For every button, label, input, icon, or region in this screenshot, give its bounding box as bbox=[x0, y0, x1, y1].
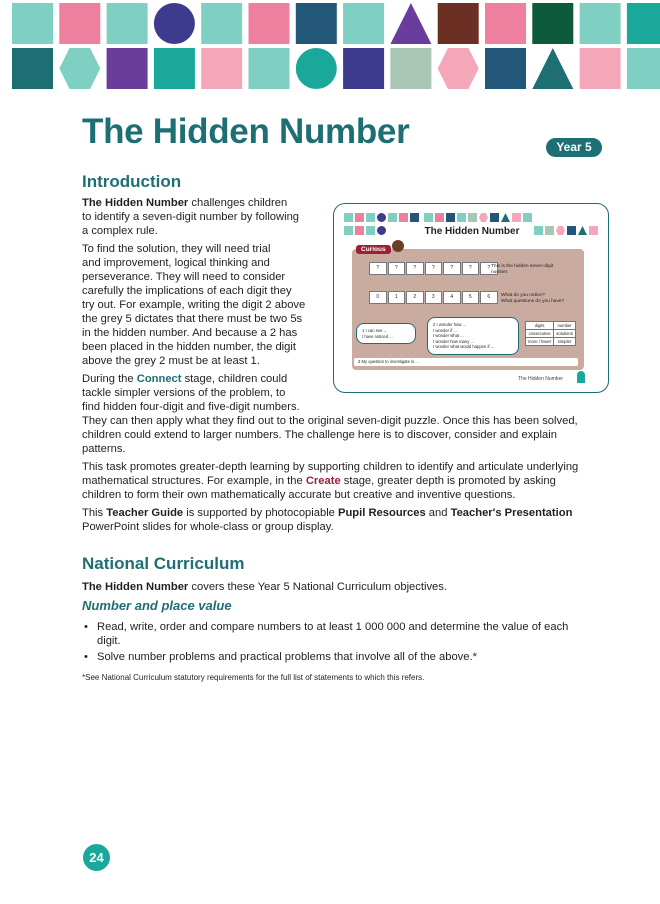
text-line: I have noticed ... bbox=[362, 333, 393, 339]
word-cell: solutions bbox=[554, 330, 576, 338]
text-line: This bbox=[82, 507, 107, 519]
banner-square bbox=[532, 3, 573, 44]
text-line: carefully the implications of each digit they bbox=[82, 285, 292, 297]
banner-square bbox=[296, 3, 337, 44]
intro-paragraph-5 bbox=[82, 506, 622, 534]
banner-square bbox=[366, 226, 375, 235]
pupil-resources-ref: Pupil Resources bbox=[338, 507, 426, 519]
text-line: to identify a seven-digit number by following bbox=[82, 211, 300, 223]
word-cell: digits bbox=[526, 322, 554, 330]
text-line: children could extend to larger numbers. The challenge here is to discover, consider and explain bbox=[82, 429, 557, 441]
thumbnail-footer: The Hidden Number bbox=[518, 376, 564, 382]
digit-cell: 1 bbox=[388, 291, 406, 304]
footnote: *See National Curriculum statutory requirements for the full list of statements to which this refers. bbox=[82, 673, 425, 682]
banner-square bbox=[438, 3, 479, 44]
teacher-guide-ref: Teacher Guide bbox=[106, 507, 184, 519]
intro-paragraph-2 bbox=[82, 242, 327, 368]
banner-square bbox=[154, 48, 195, 89]
banner-square bbox=[390, 48, 431, 89]
text-line: in the hidden number. And because a 2 has bbox=[82, 327, 298, 339]
banner-triangle bbox=[532, 48, 573, 89]
word-cell: consecutive bbox=[526, 330, 554, 338]
text-line: the grey 5 dictates that there must be two 5s bbox=[82, 313, 303, 325]
banner-square bbox=[399, 213, 408, 222]
banner-square bbox=[344, 213, 353, 222]
text-line: challenges children bbox=[188, 197, 288, 209]
text-line: stage, greater depth is promoted by asking bbox=[340, 475, 556, 487]
banner-square bbox=[627, 3, 660, 44]
banner-square bbox=[589, 226, 598, 235]
digit-cell: ? bbox=[369, 262, 387, 275]
text-line: What do you notice? bbox=[501, 293, 545, 298]
banner-square bbox=[344, 226, 353, 235]
bookmark-icon bbox=[577, 371, 585, 383]
banner-shapes-top bbox=[0, 2, 660, 46]
child-avatar-icon bbox=[392, 240, 404, 252]
title-reference: The Hidden Number bbox=[82, 197, 189, 209]
banner-row-2 bbox=[0, 47, 660, 91]
speech-bubble-1 bbox=[356, 323, 416, 344]
connect-stage: Connect bbox=[136, 373, 182, 385]
text-line: tackle simpler versions of the problem, to bbox=[82, 387, 286, 399]
banner-square bbox=[355, 213, 364, 222]
text-line: I wonder what ... bbox=[433, 333, 464, 338]
banner-square bbox=[59, 3, 100, 44]
digit-cell: ? bbox=[443, 262, 461, 275]
banner-square bbox=[249, 3, 290, 44]
text-line: 2 I wonder how ... bbox=[433, 322, 467, 327]
banner-square bbox=[410, 213, 419, 222]
banner-square bbox=[249, 48, 290, 89]
page-title: The Hidden Number bbox=[82, 112, 410, 151]
banner-circle bbox=[377, 213, 386, 222]
banner-square bbox=[567, 226, 576, 235]
text-line: children to form their own mathematically accurate but creative and inventive questions. bbox=[82, 489, 516, 501]
banner-square bbox=[107, 3, 148, 44]
objective-item: • Read, write, order and compare numbers to at least 1 000 000 and determine the value of each digit. bbox=[82, 620, 592, 648]
text-line: I wonder what would happen if ... bbox=[433, 344, 495, 349]
text-line: I wonder if ... bbox=[433, 327, 457, 333]
digit-row bbox=[369, 291, 499, 304]
text-line: and improvement, logical thinking and bbox=[82, 257, 270, 269]
banner-square bbox=[355, 226, 364, 235]
banner-square bbox=[12, 3, 53, 44]
banner-row-1 bbox=[0, 2, 660, 46]
text-line: During the bbox=[82, 373, 137, 385]
year-badge: Year 5 bbox=[546, 138, 602, 157]
banner-square bbox=[424, 213, 433, 222]
text-line: To find the solution, they will need trial bbox=[82, 243, 271, 255]
hidden-number-row bbox=[369, 262, 499, 275]
banner-square bbox=[490, 213, 499, 222]
text-line: try out. For example, writing the digit 2 above bbox=[82, 299, 306, 311]
digit-cell: ? bbox=[425, 262, 443, 275]
banner-square bbox=[12, 48, 53, 89]
objective-list bbox=[82, 620, 592, 666]
word-cell: number bbox=[554, 322, 576, 330]
digit-cell: 2 bbox=[406, 291, 424, 304]
text-line: What questions do you have? bbox=[501, 299, 565, 304]
digit-cell: ? bbox=[406, 262, 424, 275]
word-cell: more / fewer bbox=[526, 338, 554, 346]
text-line: They can then apply what they find out to the original seven-digit puzzle. Once this has been solved, bbox=[82, 415, 578, 427]
question-note bbox=[501, 293, 564, 305]
banner-square bbox=[627, 48, 660, 89]
intro-paragraph-4 bbox=[82, 460, 622, 502]
text-line: 1 I can see ... bbox=[362, 328, 388, 333]
title-reference: The Hidden Number bbox=[82, 581, 189, 593]
create-stage: Create bbox=[305, 475, 341, 487]
speech-bubble-2 bbox=[427, 317, 519, 355]
text-line: stage, children could bbox=[181, 373, 288, 385]
text-line: above the grey 2 must be at least 1. bbox=[82, 355, 260, 367]
curriculum-heading: National Curriculum bbox=[82, 554, 245, 573]
text-line: find hidden four-digit and five-digit numbers. bbox=[82, 401, 300, 413]
text-line: perseverance. They will need to consider bbox=[82, 271, 286, 283]
text-line: covers these Year 5 National Curriculum objectives. bbox=[188, 581, 447, 593]
banner-circle bbox=[377, 226, 386, 235]
text-line: been placed in the hidden number, the digit bbox=[82, 341, 296, 353]
banner-square bbox=[468, 213, 477, 222]
digit-cell: ? bbox=[388, 262, 406, 275]
banner-square bbox=[343, 48, 384, 89]
text-line: number. bbox=[491, 270, 509, 275]
text-line: This is the hidden seven-digit bbox=[491, 264, 554, 269]
banner-square bbox=[366, 213, 375, 222]
hidden-number-note bbox=[491, 264, 553, 276]
banner-square bbox=[580, 3, 621, 44]
banner-square bbox=[343, 3, 384, 44]
banner-square bbox=[485, 48, 526, 89]
banner-square bbox=[485, 3, 526, 44]
banner-square bbox=[107, 48, 148, 89]
text-line: I wonder how many ... bbox=[433, 338, 474, 344]
banner-square bbox=[201, 48, 242, 89]
teacher-presentation-ref: Teacher's Presentation bbox=[450, 507, 573, 519]
introduction-heading: Introduction bbox=[82, 172, 182, 191]
banner-circle bbox=[154, 3, 195, 44]
word-bank-table bbox=[525, 321, 576, 346]
banner-triangle bbox=[578, 226, 587, 235]
word-cell: simpler bbox=[554, 338, 576, 346]
text-line: patterns. bbox=[82, 443, 126, 455]
digit-cell: 6 bbox=[480, 291, 498, 304]
banner-square bbox=[457, 213, 466, 222]
curious-tag: Curious bbox=[356, 245, 391, 254]
digit-cell: 3 bbox=[425, 291, 443, 304]
digit-cell: 5 bbox=[462, 291, 480, 304]
text-line: is supported by photocopiable bbox=[183, 507, 339, 519]
banner-square bbox=[523, 213, 532, 222]
banner-shapes-bottom bbox=[0, 47, 660, 91]
intro-paragraph-1 bbox=[82, 196, 327, 238]
banner-square bbox=[512, 213, 521, 222]
page-number: 24 bbox=[83, 844, 110, 871]
banner-hexagon bbox=[59, 48, 100, 89]
banner-hexagon bbox=[479, 213, 488, 222]
banner-square bbox=[545, 226, 554, 235]
digit-cell: ? bbox=[480, 262, 498, 275]
digit-cell: 0 bbox=[369, 291, 387, 304]
banner-square bbox=[534, 226, 543, 235]
banner-square bbox=[201, 3, 242, 44]
banner-triangle bbox=[390, 3, 431, 44]
digit-cell: 4 bbox=[443, 291, 461, 304]
text-line: mathematical structures. For example, in the bbox=[82, 475, 306, 487]
banner-square bbox=[388, 213, 397, 222]
text-line: This task promotes greater-depth learning by supporting children to identify and articulate underlying bbox=[82, 461, 579, 473]
banner-square bbox=[435, 213, 444, 222]
text-line: a complex rule. bbox=[82, 225, 158, 237]
banner-circle bbox=[296, 48, 337, 89]
text-line: and bbox=[425, 507, 451, 519]
banner-triangle bbox=[501, 213, 510, 222]
objective-subheading: Number and place value bbox=[82, 598, 232, 613]
banner-square bbox=[446, 213, 455, 222]
banner-hexagon bbox=[438, 48, 479, 89]
thumbnail-title: The Hidden Number bbox=[424, 226, 520, 237]
slide-thumbnail bbox=[333, 203, 609, 393]
banner-square bbox=[580, 48, 621, 89]
question-box: 3 My question to investigate is ... bbox=[354, 358, 578, 366]
banner-hexagon bbox=[556, 226, 565, 235]
text-line: PowerPoint slides for whole-class or group display. bbox=[82, 521, 334, 533]
objective-item: • Solve number problems and practical problems that involve all of the above.* bbox=[82, 650, 592, 664]
curriculum-intro bbox=[82, 580, 622, 594]
digit-cell: ? bbox=[462, 262, 480, 275]
